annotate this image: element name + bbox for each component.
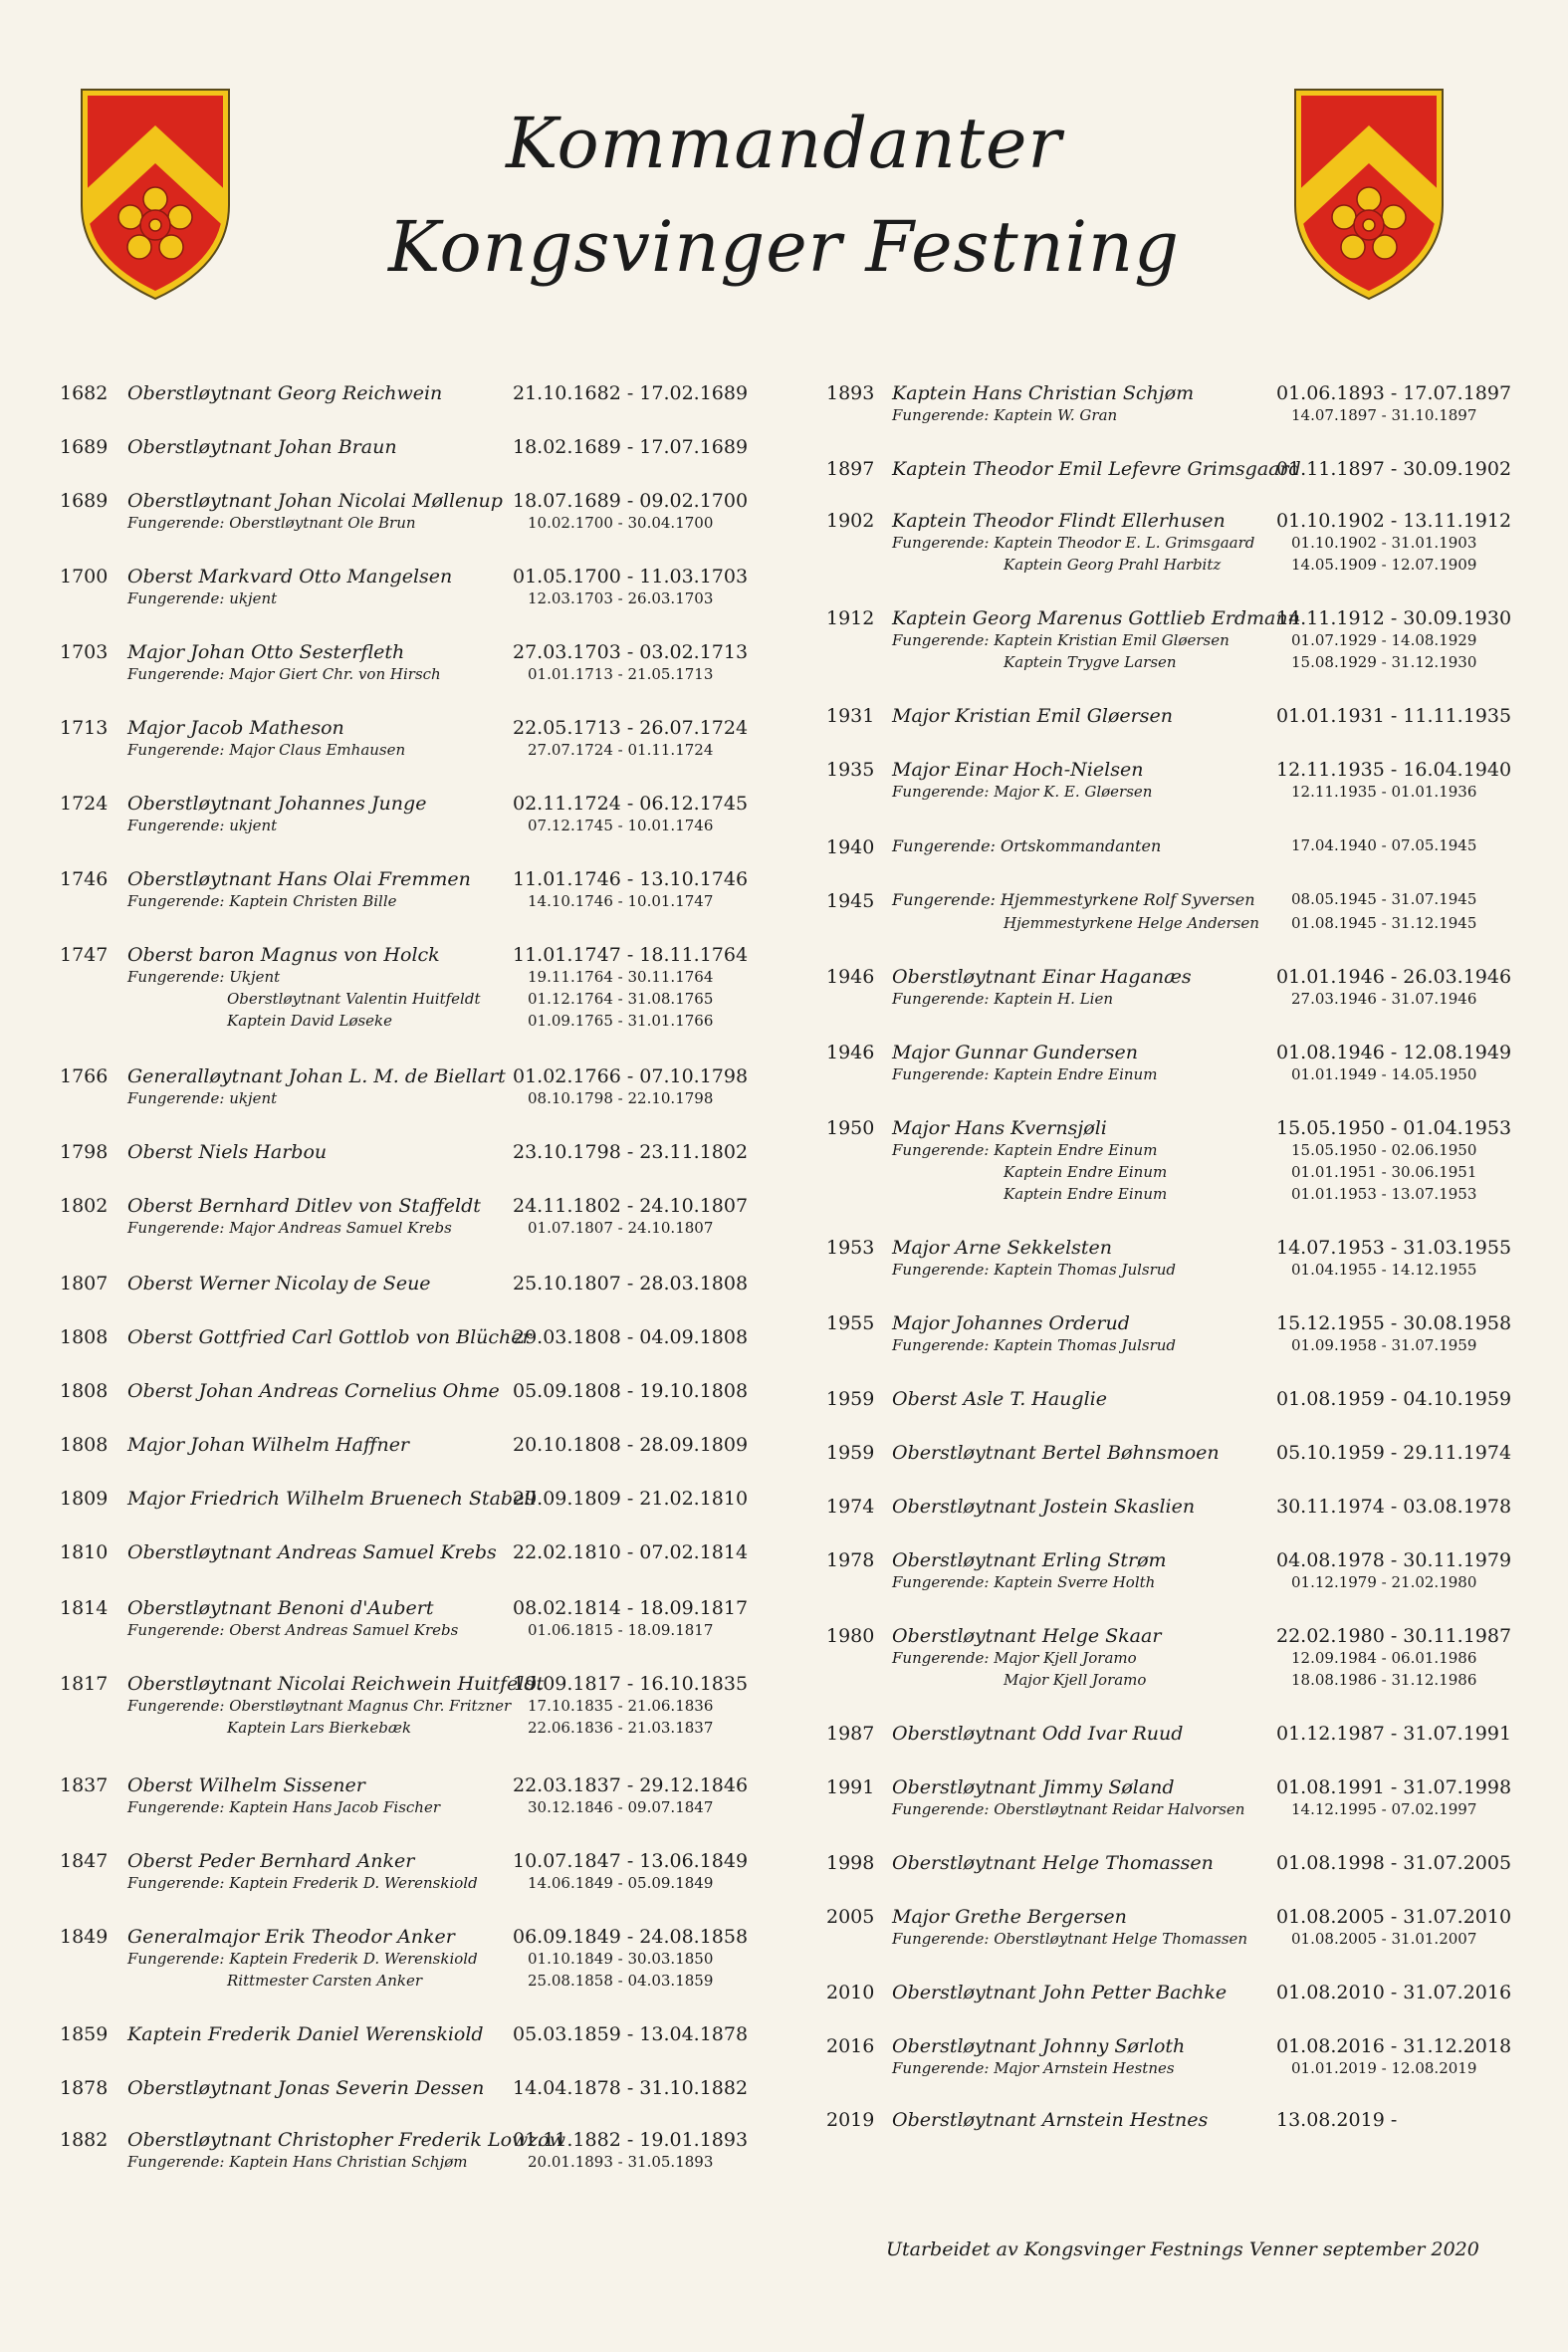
entry-name: Oberst baron Magnus von Holck xyxy=(127,944,440,966)
entry-dates: 10.07.1847 - 13.06.1849 xyxy=(513,1850,749,1872)
entry-name: Kaptein Theodor Flindt Ellerhusen xyxy=(892,510,1226,532)
entry-dates: 15.12.1955 - 30.08.1958 xyxy=(1276,1312,1512,1334)
title-line-1: Kommandanter xyxy=(506,103,1062,184)
entry-dates: 22.05.1713 - 26.07.1724 xyxy=(513,717,749,739)
entry-dates: 12.11.1935 - 16.04.1940 xyxy=(1276,759,1512,781)
entry-year: 1817 xyxy=(60,1673,109,1695)
acting-commander: Major Kjell Joramo xyxy=(1004,1671,1147,1689)
acting-dates: 15.08.1929 - 31.12.1930 xyxy=(1291,653,1477,671)
entry-name: Oberstløytnant Bertel Bøhnsmoen xyxy=(892,1442,1220,1464)
acting-dates: 01.10.1849 - 30.03.1850 xyxy=(528,1950,714,1968)
entry-dates: 18.02.1689 - 17.07.1689 xyxy=(513,436,749,458)
acting-commander: Fungerende: Oberstløytnant Ole Brun xyxy=(127,514,416,532)
entry-dates: 22.03.1837 - 29.12.1846 xyxy=(513,1774,749,1796)
acting-dates: 22.06.1836 - 21.03.1837 xyxy=(528,1719,714,1737)
entry-name: Oberst Markvard Otto Mangelsen xyxy=(127,566,453,588)
entry-year: 1991 xyxy=(826,1776,875,1798)
entry-year: 1978 xyxy=(826,1549,875,1571)
acting-dates: 18.08.1986 - 31.12.1986 xyxy=(1291,1671,1477,1689)
title-line-2: Kongsvinger Festning xyxy=(388,206,1180,288)
entry-name: Oberstløytnant John Petter Bachke xyxy=(892,1982,1228,2003)
entry-year: 1798 xyxy=(60,1141,109,1163)
acting-dates: 12.09.1984 - 06.01.1986 xyxy=(1291,1649,1477,1667)
entry-name: Oberst Gottfried Carl Gottlob von Blücher xyxy=(127,1326,532,1348)
acting-commander: Fungerende: Kaptein Thomas Julsrud xyxy=(892,1336,1177,1354)
acting-dates: 27.03.1946 - 31.07.1946 xyxy=(1291,990,1477,1008)
entry-year: 1931 xyxy=(826,705,875,727)
acting-dates: 01.09.1765 - 31.01.1766 xyxy=(528,1012,714,1030)
acting-commander: Kaptein Endre Einum xyxy=(1004,1185,1168,1203)
entry-dates: 29.03.1808 - 04.09.1808 xyxy=(513,1326,749,1348)
entry-year: 1946 xyxy=(826,966,875,988)
entry-year: 1802 xyxy=(60,1195,109,1217)
entry-name: Oberstløytnant Jostein Skaslien xyxy=(892,1496,1196,1518)
acting-dates: 01.04.1955 - 14.12.1955 xyxy=(1291,1261,1477,1279)
entry-name: Major Kristian Emil Gløersen xyxy=(892,705,1173,727)
entry-name: Oberst Johan Andreas Cornelius Ohme xyxy=(127,1380,500,1402)
acting-commander: Fungerende: Oberstløytnant Helge Thomassen xyxy=(892,1930,1248,1948)
entry-year: 1980 xyxy=(826,1625,875,1647)
acting-commander: Kaptein Endre Einum xyxy=(1004,1163,1168,1181)
entry-name: Oberstløytnant Andreas Samuel Krebs xyxy=(127,1541,497,1563)
acting-dates: 12.03.1703 - 26.03.1703 xyxy=(528,589,714,607)
acting-commander: Fungerende: ukjent xyxy=(127,1089,278,1107)
acting-dates: 14.06.1849 - 05.09.1849 xyxy=(528,1874,714,1892)
entry-dates: 05.10.1959 - 29.11.1974 xyxy=(1276,1442,1512,1464)
acting-commander: Rittmester Carsten Anker xyxy=(227,1972,423,1990)
acting-commander: Fungerende: Kaptein Theodor E. L. Grimsgaard xyxy=(892,534,1255,552)
acting-dates: 01.08.1945 - 31.12.1945 xyxy=(1291,914,1477,932)
acting-dates: 20.01.1893 - 31.05.1893 xyxy=(528,2153,714,2171)
entry-dates: 22.02.1980 - 30.11.1987 xyxy=(1276,1625,1512,1647)
entry-year: 1893 xyxy=(826,382,875,404)
acting-commander: Fungerende: Oberstløytnant Magnus Chr. Fritzner xyxy=(127,1697,512,1715)
entry-dates: 24.11.1802 - 24.10.1807 xyxy=(513,1195,749,1217)
entry-year: 1882 xyxy=(60,2129,109,2151)
entry-dates: 01.02.1766 - 07.10.1798 xyxy=(513,1065,749,1087)
entry-name: Oberstløytnant Johan Braun xyxy=(127,436,397,458)
entry-name: Oberstløytnant Arnstein Hestnes xyxy=(892,2109,1209,2131)
entry-year: 2010 xyxy=(826,1982,875,2003)
acting-dates: 14.10.1746 - 10.01.1747 xyxy=(528,892,714,910)
entry-year: 1808 xyxy=(60,1434,109,1456)
acting-commander: Fungerende: Kaptein Christen Bille xyxy=(127,892,397,910)
entry-name: Oberstløytnant Helge Thomassen xyxy=(892,1852,1214,1874)
entry-dates: 01.08.2010 - 31.07.2016 xyxy=(1276,1982,1512,2003)
entry-year: 1987 xyxy=(826,1723,875,1745)
entry-name: Oberst Bernhard Ditlev von Staffeldt xyxy=(127,1195,481,1217)
entry-year: 1689 xyxy=(60,490,109,512)
entry-dates: 08.05.1945 - 31.07.1945 xyxy=(1291,890,1477,908)
entry-name: Oberstløytnant Johannes Junge xyxy=(127,793,427,815)
acting-commander: Fungerende: Kaptein Sverre Holth xyxy=(892,1573,1156,1591)
acting-dates: 19.11.1764 - 30.11.1764 xyxy=(528,968,714,986)
acting-commander: Kaptein Trygve Larsen xyxy=(1004,653,1177,671)
entry-name: Oberstløytnant Johan Nicolai Møllenup xyxy=(127,490,503,512)
acting-commander: Fungerende: Major Andreas Samuel Krebs xyxy=(127,1219,452,1237)
entry-year: 1945 xyxy=(826,890,875,912)
entry-dates: 08.02.1814 - 18.09.1817 xyxy=(513,1597,749,1619)
entry-name: Major Hans Kvernsjøli xyxy=(892,1117,1107,1139)
entry-year: 1746 xyxy=(60,868,109,890)
entry-year: 1837 xyxy=(60,1774,109,1796)
acting-commander: Fungerende: Kaptein Endre Einum xyxy=(892,1141,1158,1159)
entry-name: Major Gunnar Gundersen xyxy=(892,1042,1138,1063)
entry-name: Oberstløytnant Erling Strøm xyxy=(892,1549,1167,1571)
entry-dates: 11.01.1747 - 18.11.1764 xyxy=(513,944,749,966)
acting-commander: Kaptein Lars Bierkebæk xyxy=(227,1719,412,1737)
acting-dates: 10.02.1700 - 30.04.1700 xyxy=(528,514,714,532)
entry-year: 1946 xyxy=(826,1042,875,1063)
entry-name: Oberst Asle T. Hauglie xyxy=(892,1388,1107,1410)
acting-dates: 01.01.2019 - 12.08.2019 xyxy=(1291,2059,1477,2077)
acting-dates: 14.12.1995 - 07.02.1997 xyxy=(1291,1800,1477,1818)
entry-name: Major Friedrich Wilhelm Bruenech Stabell xyxy=(127,1488,537,1510)
entry-dates: 01.10.1902 - 13.11.1912 xyxy=(1276,510,1512,532)
entry-name: Oberstløytnant Hans Olai Fremmen xyxy=(127,868,471,890)
entry-name: Kaptein Hans Christian Schjøm xyxy=(892,382,1195,404)
entry-dates: 25.10.1807 - 28.03.1808 xyxy=(513,1273,749,1294)
entry-year: 1955 xyxy=(826,1312,875,1334)
entry-dates: 01.06.1893 - 17.07.1897 xyxy=(1276,382,1512,404)
entry-year: 1713 xyxy=(60,717,109,739)
acting-commander: Fungerende: Major Giert Chr. von Hirsch xyxy=(127,665,441,683)
acting-dates: 01.07.1807 - 24.10.1807 xyxy=(528,1219,714,1237)
entry-dates: 11.01.1746 - 13.10.1746 xyxy=(513,868,749,890)
entry-dates: 01.01.1931 - 11.11.1935 xyxy=(1276,705,1512,727)
entry-name: Kaptein Frederik Daniel Werenskiold xyxy=(127,2023,484,2045)
acting-commander: Fungerende: Oberstløytnant Reidar Halvorsen xyxy=(892,1800,1245,1818)
entry-year: 1703 xyxy=(60,641,109,663)
entry-dates: 01.11.1882 - 19.01.1893 xyxy=(513,2129,749,2151)
entry-dates: 06.09.1849 - 24.08.1858 xyxy=(513,1926,749,1948)
entry-dates: 05.09.1808 - 19.10.1808 xyxy=(513,1380,749,1402)
entry-dates: 04.08.1978 - 30.11.1979 xyxy=(1276,1549,1512,1571)
entry-year: 1847 xyxy=(60,1850,109,1872)
entry-year: 1902 xyxy=(826,510,875,532)
entry-year: 1859 xyxy=(60,2023,109,2045)
acting-dates: 01.12.1764 - 31.08.1765 xyxy=(528,990,714,1008)
entry-year: 1953 xyxy=(826,1237,875,1259)
entry-year: 1959 xyxy=(826,1388,875,1410)
acting-commander: Fungerende: Major Arnstein Hestnes xyxy=(892,2059,1175,2077)
entry-name: Fungerende: Hjemmestyrkene Rolf Syversen xyxy=(892,890,1255,909)
entry-year: 1807 xyxy=(60,1273,109,1294)
acting-dates: 01.01.1953 - 13.07.1953 xyxy=(1291,1185,1477,1203)
entry-year: 1940 xyxy=(826,836,875,858)
acting-commander: Fungerende: ukjent xyxy=(127,817,278,834)
acting-dates: 17.10.1835 - 21.06.1836 xyxy=(528,1697,714,1715)
entry-year: 1766 xyxy=(60,1065,109,1087)
acting-dates: 01.01.1951 - 30.06.1951 xyxy=(1291,1163,1477,1181)
entry-year: 1810 xyxy=(60,1541,109,1563)
acting-commander: Fungerende: Kaptein Frederik D. Werenskiold xyxy=(127,1874,478,1892)
entry-dates: 14.04.1878 - 31.10.1882 xyxy=(513,2077,749,2099)
entry-dates: 05.03.1859 - 13.04.1878 xyxy=(513,2023,749,2045)
acting-dates: 30.12.1846 - 09.07.1847 xyxy=(528,1798,714,1816)
entry-name: Oberstløytnant Johnny Sørloth xyxy=(892,2035,1186,2057)
entry-name: Oberstløytnant Jonas Severin Dessen xyxy=(127,2077,485,2099)
page-title xyxy=(0,92,1568,299)
entry-year: 2005 xyxy=(826,1906,875,1928)
acting-dates: 25.08.1858 - 04.03.1859 xyxy=(528,1972,714,1990)
entry-name: Major Einar Hoch-Nielsen xyxy=(892,759,1144,781)
entry-dates: 02.11.1724 - 06.12.1745 xyxy=(513,793,749,815)
entry-name: Kaptein Theodor Emil Lefevre Grimsgaard xyxy=(892,458,1301,480)
acting-commander: Fungerende: Kaptein Thomas Julsrud xyxy=(892,1261,1177,1279)
entry-dates: 01.12.1987 - 31.07.1991 xyxy=(1276,1723,1512,1745)
entry-dates: 01.08.1998 - 31.07.2005 xyxy=(1276,1852,1512,1874)
entry-name: Oberstløytnant Odd Ivar Ruud xyxy=(892,1723,1184,1745)
entry-dates: 30.11.1974 - 03.08.1978 xyxy=(1276,1496,1512,1518)
acting-commander: Fungerende: Kaptein Endre Einum xyxy=(892,1065,1158,1083)
entry-dates: 27.03.1703 - 03.02.1713 xyxy=(513,641,749,663)
footer-credit: Utarbeidet av Kongsvinger Festnings Venner september 2020 xyxy=(886,2238,1479,2260)
entry-year: 1849 xyxy=(60,1926,109,1948)
entry-dates: 22.02.1810 - 07.02.1814 xyxy=(513,1541,749,1563)
entry-name: Kaptein Georg Marenus Gottlieb Erdmann xyxy=(892,607,1300,629)
acting-dates: 14.05.1909 - 12.07.1909 xyxy=(1291,556,1477,574)
entry-year: 2019 xyxy=(826,2109,875,2131)
acting-dates: 14.07.1897 - 31.10.1897 xyxy=(1291,406,1477,424)
acting-dates: 07.12.1745 - 10.01.1746 xyxy=(528,817,714,834)
entry-dates: 19.09.1817 - 16.10.1835 xyxy=(513,1673,749,1695)
entry-year: 1814 xyxy=(60,1597,109,1619)
acting-commander: Fungerende: Oberst Andreas Samuel Krebs xyxy=(127,1621,459,1639)
acting-commander: Fungerende: Major Kjell Joramo xyxy=(892,1649,1137,1667)
acting-commander: Fungerende: Major Claus Emhausen xyxy=(127,741,406,759)
entry-dates: 01.05.1700 - 11.03.1703 xyxy=(513,566,749,588)
acting-commander: Fungerende: Kaptein Frederik D. Werenskiold xyxy=(127,1950,478,1968)
entry-dates: 01.08.2005 - 31.07.2010 xyxy=(1276,1906,1512,1928)
entry-dates: 29.09.1809 - 21.02.1810 xyxy=(513,1488,749,1510)
entry-name: Generalløytnant Johan L. M. de Biellart xyxy=(127,1065,506,1087)
acting-dates: 01.12.1979 - 21.02.1980 xyxy=(1291,1573,1477,1591)
acting-dates: 15.05.1950 - 02.06.1950 xyxy=(1291,1141,1477,1159)
acting-dates: 01.08.2005 - 31.01.2007 xyxy=(1291,1930,1477,1948)
entry-dates: 20.10.1808 - 28.09.1809 xyxy=(513,1434,749,1456)
acting-commander: Oberstløytnant Valentin Huitfeldt xyxy=(227,990,481,1008)
entry-year: 1809 xyxy=(60,1488,109,1510)
entry-name: Fungerende: Ortskommandanten xyxy=(892,836,1162,855)
acting-commander: Kaptein Georg Prahl Harbitz xyxy=(1004,556,1222,574)
entry-name: Oberstløytnant Jimmy Søland xyxy=(892,1776,1175,1798)
entry-dates: 01.08.1991 - 31.07.1998 xyxy=(1276,1776,1512,1798)
entry-year: 1878 xyxy=(60,2077,109,2099)
entry-year: 1808 xyxy=(60,1380,109,1402)
entry-name: Oberstløytnant Christopher Frederik Lowzow xyxy=(127,2129,565,2151)
entry-year: 1974 xyxy=(826,1496,875,1518)
entry-year: 1897 xyxy=(826,458,875,480)
entry-name: Major Arne Sekkelsten xyxy=(892,1237,1113,1259)
acting-dates: 01.01.1713 - 21.05.1713 xyxy=(528,665,714,683)
acting-commander: Fungerende: ukjent xyxy=(127,589,278,607)
entry-dates: 13.08.2019 - xyxy=(1276,2109,1398,2131)
entry-dates: 01.08.2016 - 31.12.2018 xyxy=(1276,2035,1512,2057)
entry-year: 1959 xyxy=(826,1442,875,1464)
entry-year: 1808 xyxy=(60,1326,109,1348)
entry-name: Major Johannes Orderud xyxy=(892,1312,1130,1334)
acting-dates: 01.10.1902 - 31.01.1903 xyxy=(1291,534,1477,552)
entry-name: Oberst Werner Nicolay de Seue xyxy=(127,1273,431,1294)
entry-dates: 18.07.1689 - 09.02.1700 xyxy=(513,490,749,512)
acting-dates: 08.10.1798 - 22.10.1798 xyxy=(528,1089,714,1107)
entry-name: Generalmajor Erik Theodor Anker xyxy=(127,1926,455,1948)
entry-name: Oberstløytnant Helge Skaar xyxy=(892,1625,1162,1647)
entry-name: Major Johan Wilhelm Haffner xyxy=(127,1434,410,1456)
entry-year: 1689 xyxy=(60,436,109,458)
entry-name: Major Johan Otto Sesterfleth xyxy=(127,641,405,663)
entry-name: Oberst Wilhelm Sissener xyxy=(127,1774,365,1796)
acting-commander: Fungerende: Ukjent xyxy=(127,968,281,986)
entry-dates: 01.11.1897 - 30.09.1902 xyxy=(1276,458,1512,480)
entry-name: Major Jacob Matheson xyxy=(127,717,344,739)
entry-dates: 01.01.1946 - 26.03.1946 xyxy=(1276,966,1512,988)
entry-year: 1950 xyxy=(826,1117,875,1139)
entry-name: Oberstløytnant Einar Haganæs xyxy=(892,966,1192,988)
acting-commander: Fungerende: Kaptein Kristian Emil Gløersen xyxy=(892,631,1230,649)
acting-commander: Fungerende: Kaptein W. Gran xyxy=(892,406,1118,424)
acting-commander: Fungerende: Major K. E. Gløersen xyxy=(892,783,1153,801)
acting-commander: Fungerende: Kaptein H. Lien xyxy=(892,990,1114,1008)
acting-dates: 27.07.1724 - 01.11.1724 xyxy=(528,741,714,759)
entry-dates: 14.07.1953 - 31.03.1955 xyxy=(1276,1237,1512,1259)
entry-name: Oberstløytnant Georg Reichwein xyxy=(127,382,443,404)
acting-dates: 01.06.1815 - 18.09.1817 xyxy=(528,1621,714,1639)
entry-dates: 14.11.1912 - 30.09.1930 xyxy=(1276,607,1512,629)
acting-dates: 12.11.1935 - 01.01.1936 xyxy=(1291,783,1477,801)
entry-name: Major Grethe Bergersen xyxy=(892,1906,1127,1928)
acting-commander: Kaptein David Løseke xyxy=(227,1012,393,1030)
entry-name: Oberstløytnant Nicolai Reichwein Huitfeldt xyxy=(127,1673,545,1695)
entry-dates: 23.10.1798 - 23.11.1802 xyxy=(513,1141,749,1163)
entry-year: 1935 xyxy=(826,759,875,781)
entry-name: Oberst Peder Bernhard Anker xyxy=(127,1850,415,1872)
acting-dates: 01.07.1929 - 14.08.1929 xyxy=(1291,631,1477,649)
entry-dates: 17.04.1940 - 07.05.1945 xyxy=(1291,836,1477,854)
acting-dates: 01.01.1949 - 14.05.1950 xyxy=(1291,1065,1477,1083)
acting-dates: 01.09.1958 - 31.07.1959 xyxy=(1291,1336,1477,1354)
entry-dates: 01.08.1946 - 12.08.1949 xyxy=(1276,1042,1512,1063)
entry-dates: 15.05.1950 - 01.04.1953 xyxy=(1276,1117,1512,1139)
entry-year: 1724 xyxy=(60,793,109,815)
entry-year: 1700 xyxy=(60,566,109,588)
entry-year: 1682 xyxy=(60,382,109,404)
entry-name: Oberst Niels Harbou xyxy=(127,1141,328,1163)
acting-commander: Hjemmestyrkene Helge Andersen xyxy=(1004,914,1259,932)
entry-year: 1912 xyxy=(826,607,875,629)
entry-name: Oberstløytnant Benoni d'Aubert xyxy=(127,1597,434,1619)
entry-year: 1747 xyxy=(60,944,109,966)
entry-year: 1998 xyxy=(826,1852,875,1874)
acting-commander: Fungerende: Kaptein Hans Christian Schjøm xyxy=(127,2153,468,2171)
entry-dates: 21.10.1682 - 17.02.1689 xyxy=(513,382,749,404)
acting-commander: Fungerende: Kaptein Hans Jacob Fischer xyxy=(127,1798,441,1816)
entry-dates: 01.08.1959 - 04.10.1959 xyxy=(1276,1388,1512,1410)
entry-year: 2016 xyxy=(826,2035,875,2057)
